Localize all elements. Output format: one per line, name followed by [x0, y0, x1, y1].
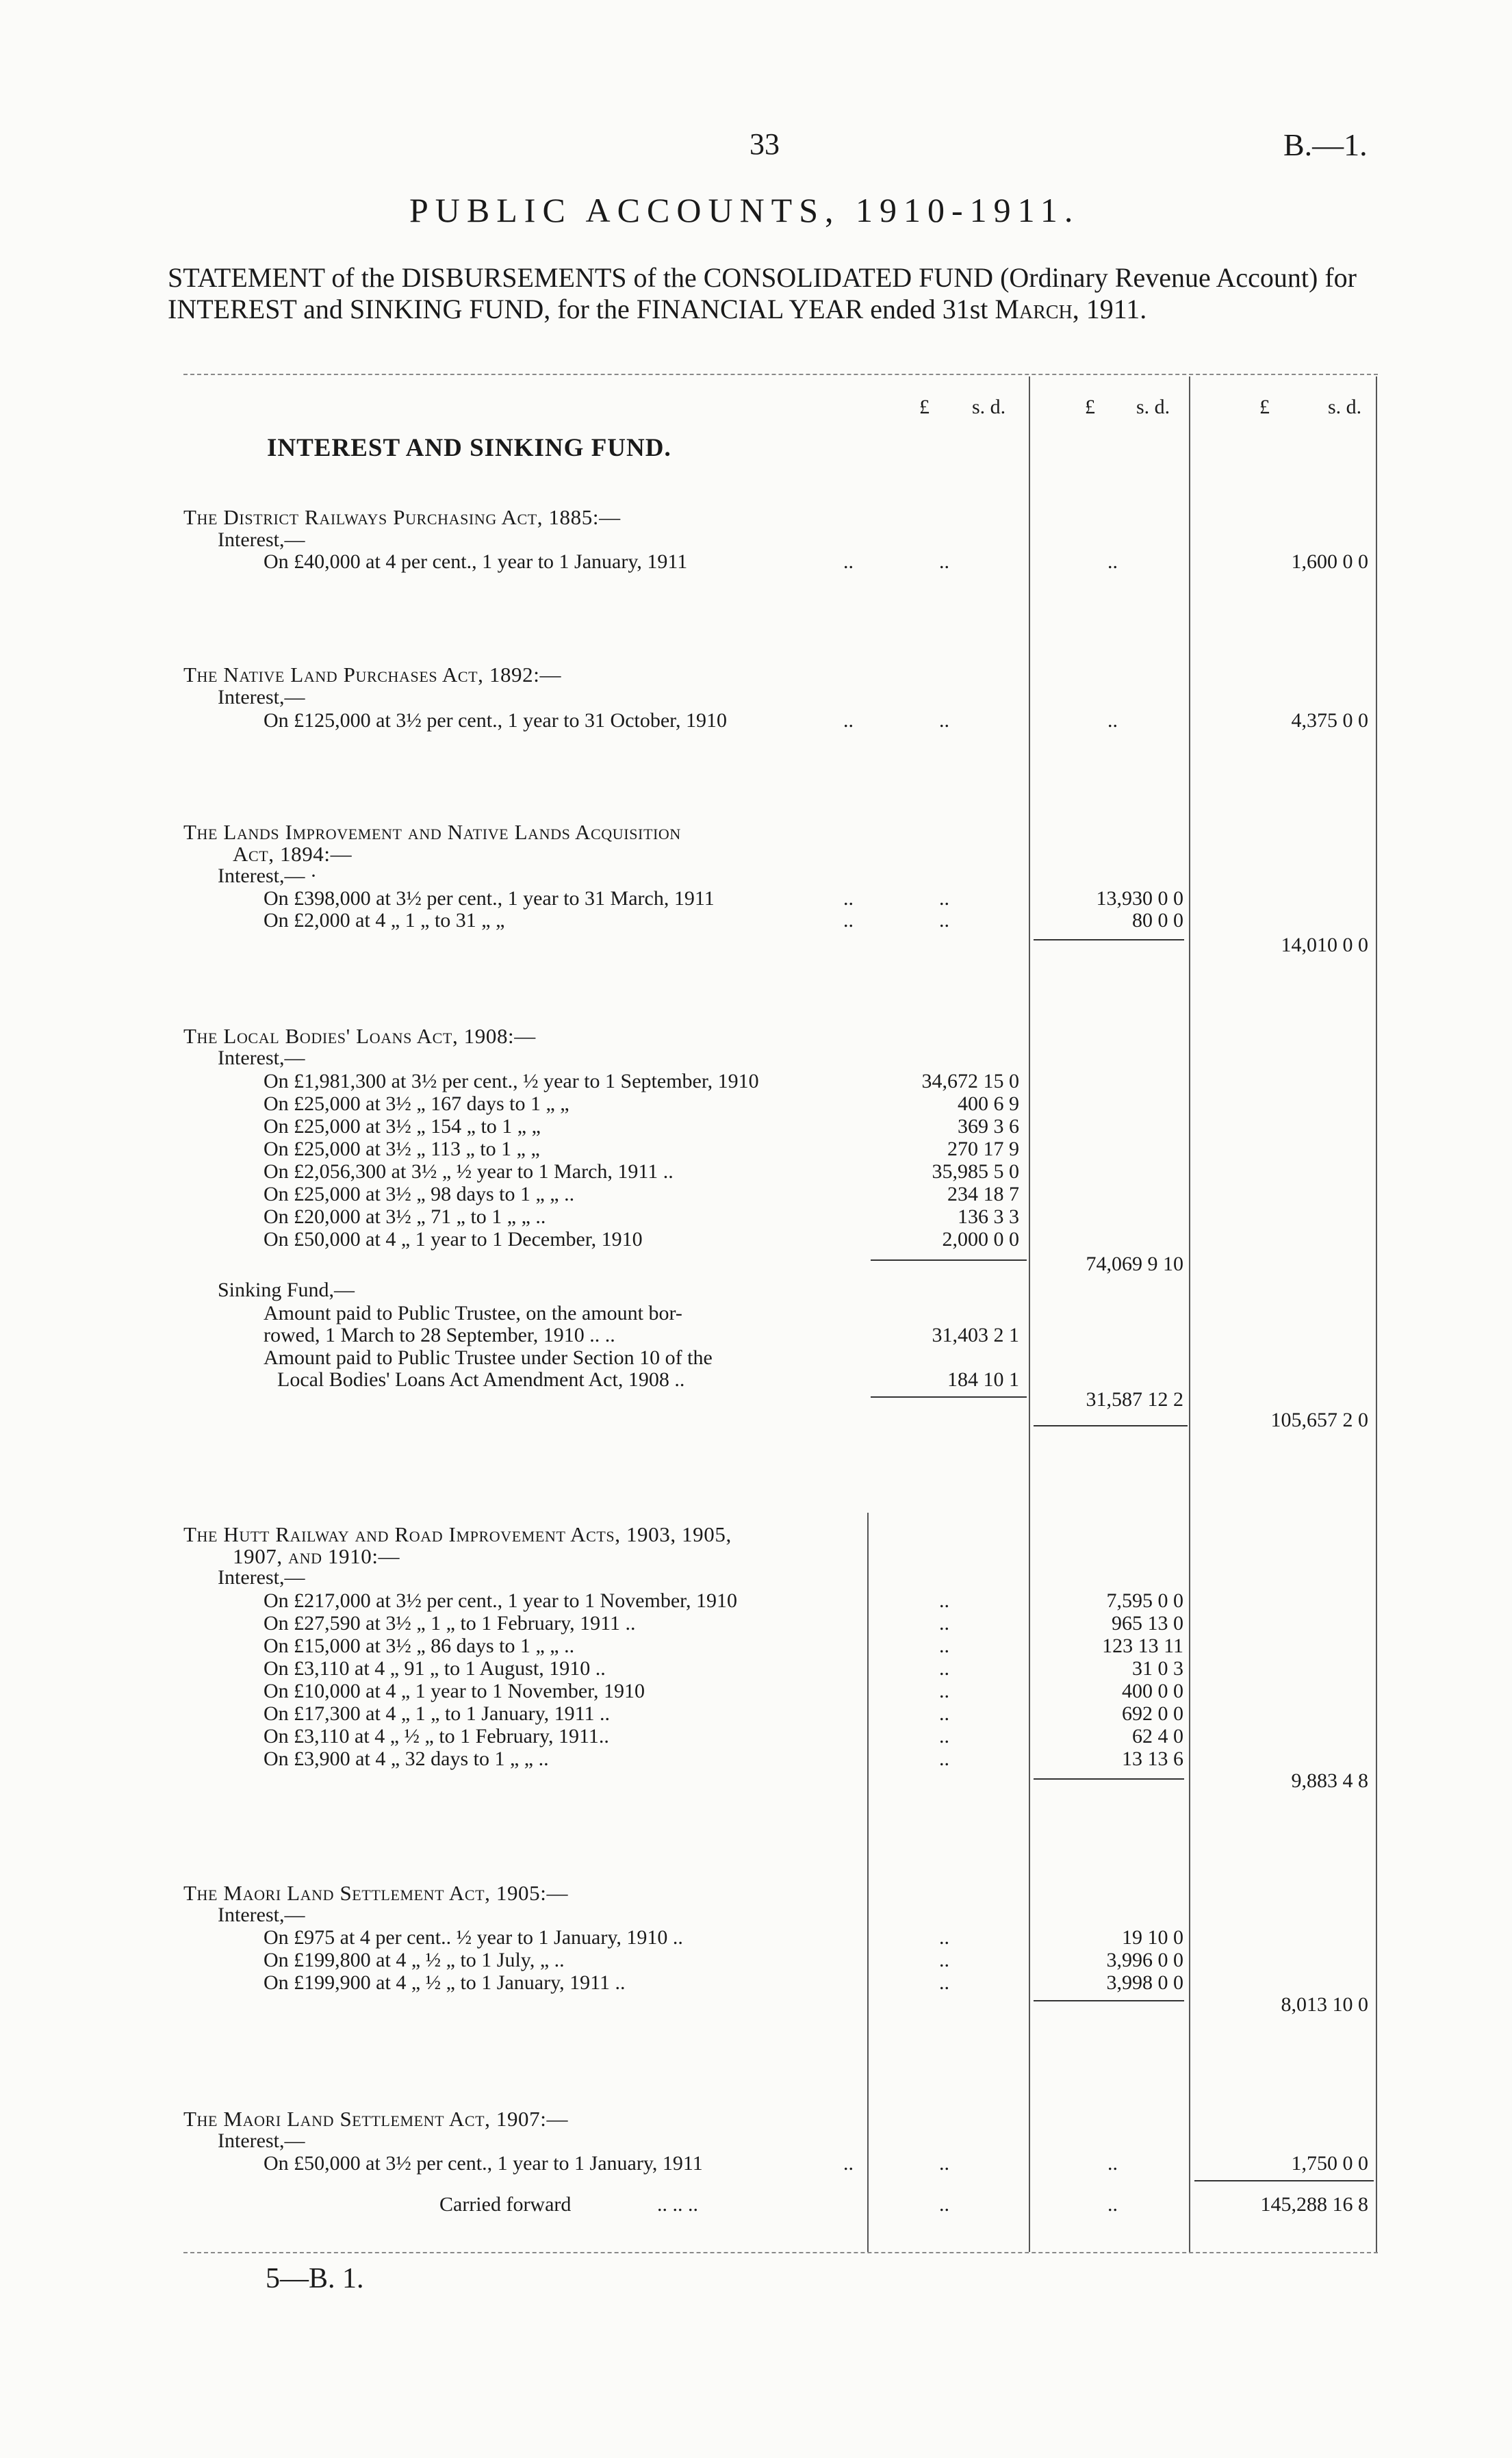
leader-dots: .. [939, 1949, 949, 1971]
leader-dots: .. [939, 1680, 949, 1702]
leader-dots: .. [843, 887, 854, 910]
leader-dots: .. [939, 887, 949, 910]
statement-month: March [995, 294, 1073, 324]
leader-dots: .. [843, 550, 854, 573]
section-total: 9,883 4 8 [1291, 1769, 1368, 1792]
line-item: On £27,590 at 3½ „ 1 „ to 1 February, 1911 .. [264, 1612, 636, 1635]
line-item: On £398,000 at 3½ per cent., 1 year to 31 March, 1911 [264, 887, 715, 910]
column-divider-2 [1189, 376, 1190, 2252]
leader-dots: .. [939, 1926, 949, 1949]
sinking-fund-label: Sinking Fund,— [218, 1279, 355, 1301]
table-top-rule [183, 374, 1378, 375]
leader-dots: .. .. .. [657, 2193, 698, 2216]
line-item: On £3,900 at 4 „ 32 days to 1 „ „ .. [264, 1748, 549, 1770]
amount: 13 13 6 [1122, 1748, 1183, 1770]
section-total: 14,010 0 0 [1281, 934, 1368, 956]
subtotal-rule [1034, 1425, 1188, 1426]
leader-dots: .. [1107, 709, 1118, 732]
leader-dots: .. [843, 2152, 854, 2175]
subtotal-rule [871, 1396, 1027, 1398]
leader-dots: .. [939, 2193, 949, 2216]
leader-dots: .. [939, 1635, 949, 1657]
leader-dots: .. [939, 550, 949, 573]
col2-pound-header: £ [1085, 396, 1095, 418]
section-title: The Maori Land Settlement Act, 1907:— [183, 2107, 569, 2131]
col1-sd-header: s. d. [972, 396, 1006, 418]
statement-body: of the DISBURSEMENTS of the CONSOLIDATED FUND (Ordinary Revenue Account) for INTEREST and SINKING FUND, for the FINANCIAL YEAR ended 31st [168, 262, 1357, 324]
main-heading: INTEREST AND SINKING FUND. [267, 434, 671, 462]
amount: 62 4 0 [1132, 1725, 1183, 1748]
line-item: On £50,000 at 3½ per cent., 1 year to 1 January, 1911 [264, 2152, 703, 2175]
leader-dots: .. [1107, 550, 1118, 573]
subtotal: 74,069 9 10 [1086, 1253, 1183, 1275]
amount: 3,996 0 0 [1106, 1949, 1183, 1971]
leader-dots: .. [939, 909, 949, 932]
leader-dots: .. [939, 1589, 949, 1612]
line-item: On £3,110 at 4 „ ½ „ to 1 February, 1911.. [264, 1725, 609, 1748]
carried-forward-label: Carried forward [439, 2193, 572, 2216]
line-item: On £125,000 at 3½ per cent., 1 year to 31 October, 1910 [264, 709, 727, 732]
line-item: On £25,000 at 3½ „ 98 days to 1 „ „ .. [264, 1183, 575, 1205]
line-item: On £25,000 at 3½ „ 154 „ to 1 „ „ [264, 1115, 541, 1138]
amount: 692 0 0 [1122, 1702, 1183, 1725]
amount: 400 6 9 [958, 1092, 1019, 1115]
section-total: 105,657 2 0 [1270, 1409, 1368, 1431]
leader-dots: .. [939, 1748, 949, 1770]
line-item: On £199,900 at 4 „ ½ „ to 1 January, 1911 .. [264, 1971, 626, 1994]
amount: 965 13 0 [1112, 1612, 1183, 1635]
subtotal-rule [1034, 1778, 1184, 1780]
table-bottom-rule [183, 2252, 1378, 2253]
line-item: rowed, 1 March to 28 September, 1910 .. .. [264, 1324, 615, 1346]
subtotal-rule [1034, 939, 1184, 940]
page-number: 33 [749, 127, 780, 161]
leader-dots: .. [939, 1657, 949, 1680]
column-divider-1 [1029, 376, 1030, 2252]
line-item: On £10,000 at 4 „ 1 year to 1 November, 1910 [264, 1680, 645, 1702]
line-item: On £2,056,300 at 3½ „ ½ year to 1 March, 1911 .. [264, 1160, 674, 1183]
line-item: On £2,000 at 4 „ 1 „ to 31 „ „ [264, 909, 505, 932]
amount: 184 10 1 [947, 1368, 1019, 1391]
line-item: On £199,800 at 4 „ ½ „ to 1 July, „ .. [264, 1949, 565, 1971]
amount: 34,672 15 0 [921, 1070, 1019, 1092]
document-reference: B.—1. [1283, 127, 1368, 162]
interest-label: Interest,— [218, 1904, 305, 1926]
column-divider-0 [867, 1513, 869, 2252]
interest-label: Interest,— [218, 528, 305, 551]
statement-heading [168, 262, 1379, 325]
line-item: On £50,000 at 4 „ 1 year to 1 December, 1910 [264, 1228, 643, 1251]
total-rule [1194, 2180, 1374, 2181]
amount: 270 17 9 [947, 1138, 1019, 1160]
leader-dots: .. [1107, 2193, 1118, 2216]
line-item: On £975 at 4 per cent.. ½ year to 1 January, 1910 .. [264, 1926, 683, 1949]
section-title: The Maori Land Settlement Act, 1905:— [183, 1881, 569, 1905]
amount: 2,000 0 0 [942, 1228, 1019, 1251]
interest-label: Interest,— [218, 1566, 305, 1589]
leader-dots: .. [939, 1702, 949, 1725]
leader-dots: .. [843, 909, 854, 932]
line-item: On £1,981,300 at 3½ per cent., ½ year to 1 September, 1910 [264, 1070, 759, 1092]
subtotal: 31,587 12 2 [1086, 1388, 1183, 1411]
line-item: On £20,000 at 3½ „ 71 „ to 1 „ „ .. [264, 1205, 546, 1228]
column-divider-3 [1376, 376, 1377, 2252]
leader-dots: .. [939, 1725, 949, 1748]
leader-dots: .. [843, 709, 854, 732]
line-item: Local Bodies' Loans Act Amendment Act, 1908 .. [277, 1368, 685, 1391]
amount: 123 13 11 [1102, 1635, 1183, 1657]
leader-dots: .. [939, 2152, 949, 2175]
amount: 19 10 0 [1122, 1926, 1183, 1949]
footer-reference: 5—B. 1. [266, 2263, 364, 2294]
amount: 80 0 0 [1132, 909, 1183, 932]
interest-label: Interest,— · [218, 865, 317, 887]
interest-label: Interest,— [218, 686, 305, 708]
amount: 13,930 0 0 [1096, 887, 1183, 910]
leader-dots: .. [939, 709, 949, 732]
section-title: The District Railways Purchasing Act, 1885:— [183, 505, 621, 529]
section-title: The Lands Improvement and Native Lands Acquisition [183, 820, 681, 844]
line-item: On £40,000 at 4 per cent., 1 year to 1 January, 1911 [264, 550, 688, 573]
statement-tail: , 1911. [1072, 294, 1147, 324]
amount: 400 0 0 [1122, 1680, 1183, 1702]
amount: 31,403 2 1 [932, 1324, 1019, 1346]
interest-label: Interest,— [218, 2129, 305, 2152]
line-item: Amount paid to Public Trustee, on the amount bor- [264, 1302, 682, 1324]
amount: 3,998 0 0 [1106, 1971, 1183, 1994]
leader-dots: .. [1107, 2152, 1118, 2175]
section-title-cont: Act, 1894:— [233, 842, 353, 866]
amount: 4,375 0 0 [1291, 709, 1368, 732]
line-item: On £217,000 at 3½ per cent., 1 year to 1 November, 1910 [264, 1589, 737, 1612]
section-title: The Native Land Purchases Act, 1892:— [183, 663, 562, 687]
line-item: On £3,110 at 4 „ 91 „ to 1 August, 1910 .. [264, 1657, 606, 1680]
line-item: On £17,300 at 4 „ 1 „ to 1 January, 1911 .. [264, 1702, 611, 1725]
col3-pound-header: £ [1259, 396, 1270, 418]
subtotal-rule [1034, 2000, 1184, 2001]
page-title: PUBLIC ACCOUNTS, 1910-1911. [409, 191, 1080, 229]
line-item: Amount paid to Public Trustee under Section 10 of the [264, 1346, 713, 1369]
section-title-cont: 1907, and 1910:— [233, 1544, 400, 1568]
section-title: The Local Bodies' Loans Act, 1908:— [183, 1024, 536, 1048]
amount: 1,750 0 0 [1291, 2152, 1368, 2175]
amount: 7,595 0 0 [1106, 1589, 1183, 1612]
leader-dots: .. [939, 1612, 949, 1635]
col3-sd-header: s. d. [1328, 396, 1362, 418]
col2-sd-header: s. d. [1136, 396, 1170, 418]
subtotal-rule [871, 1259, 1027, 1261]
line-item: On £25,000 at 3½ „ 167 days to 1 „ „ [264, 1092, 569, 1115]
line-item: On £15,000 at 3½ „ 86 days to 1 „ „ .. [264, 1635, 575, 1657]
amount: 234 18 7 [947, 1183, 1019, 1205]
section-title: The Hutt Railway and Road Improvement Acts, 1903, 1905, [183, 1522, 732, 1546]
amount: 369 3 6 [958, 1115, 1019, 1138]
line-item: On £25,000 at 3½ „ 113 „ to 1 „ „ [264, 1138, 540, 1160]
col1-pound-header: £ [919, 396, 930, 418]
leader-dots: .. [939, 1971, 949, 1994]
amount: 35,985 5 0 [932, 1160, 1019, 1183]
section-total: 8,013 10 0 [1281, 1993, 1368, 2016]
statement-lead: STATEMENT [168, 262, 325, 293]
interest-label: Interest,— [218, 1047, 305, 1069]
amount: 1,600 0 0 [1291, 550, 1368, 573]
amount: 136 3 3 [958, 1205, 1019, 1228]
carried-forward-amount: 145,288 16 8 [1260, 2193, 1368, 2216]
amount: 31 0 3 [1132, 1657, 1183, 1680]
